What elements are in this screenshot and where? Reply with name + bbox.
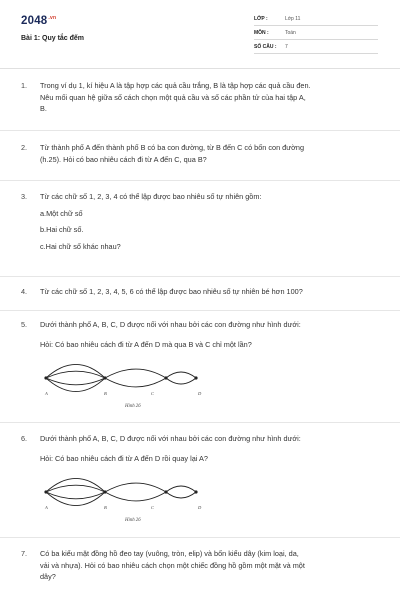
- node-label: D: [198, 505, 202, 510]
- question-number: 1.: [21, 81, 28, 90]
- question-prompt: Hỏi: Có bao nhiêu cách đi từ A đến D rồi quay lại A?: [40, 453, 208, 463]
- question-number: 7.: [21, 549, 28, 558]
- question-line: Dưới thành phố A, B, C, D được nối với nhau bởi các con đường như hình dưới:: [40, 434, 301, 443]
- meta-value-class: Lớp 11: [285, 16, 301, 22]
- meta-key-subject: MÔN :: [254, 30, 269, 36]
- meta-value-question-count: 7: [285, 44, 288, 50]
- node-label: B: [104, 391, 107, 396]
- question-text: [40, 191, 387, 252]
- question-number: 4.: [21, 287, 28, 296]
- site-logo[interactable]: [21, 15, 56, 27]
- question-number: 6.: [21, 434, 28, 443]
- road-network-diagram: [36, 472, 216, 532]
- figure-caption: Hình 26: [125, 518, 141, 523]
- question-text: [40, 433, 387, 464]
- node-label: A: [45, 391, 48, 396]
- meta-value-subject: Toán: [285, 30, 296, 36]
- question-text: [40, 319, 387, 350]
- meta-key-question-count: SỐ CÂU :: [254, 44, 277, 50]
- question-7: [21, 548, 387, 583]
- figure-caption: Hình 26: [125, 404, 141, 409]
- meta-key-class: LỚP :: [254, 16, 268, 22]
- question-line: Có ba kiểu mặt đồng hồ đeo tay (vuông, tròn, elip) và bốn kiểu dây (kim loại, da,: [40, 549, 299, 558]
- question-text: [40, 548, 387, 583]
- lesson-title: Bài 1: Quy tắc đếm: [21, 35, 85, 42]
- question-text: [40, 80, 387, 115]
- header-divider: [0, 68, 400, 69]
- question-prompt: Hỏi: Có bao nhiêu cách đi từ A đến D mà qua B và C chỉ một lần?: [40, 339, 252, 349]
- question-number: 5.: [21, 320, 28, 329]
- question-text: [40, 142, 387, 165]
- meta-row-question-count: [254, 42, 378, 54]
- sub-item: c.Hai chữ số khác nhau?: [40, 241, 121, 251]
- question-separator: [0, 310, 400, 311]
- logo-suffix: .vn: [48, 15, 57, 22]
- road-network-diagram: [36, 358, 216, 418]
- node-label: C: [151, 505, 155, 510]
- question-line: Từ thành phố A đến thành phố B có ba con đường, từ B đến C có bốn con đường: [40, 143, 305, 152]
- node-label: D: [198, 391, 202, 396]
- question-separator: [0, 422, 400, 423]
- question-line: dây?: [40, 572, 56, 582]
- meta-row-subject: [254, 28, 378, 40]
- question-line: Trong ví dụ 1, kí hiệu A là tập hợp các quả cầu trắng, B là tập hợp các quả cầu đen.: [40, 81, 311, 90]
- road-network-figure: [36, 472, 216, 532]
- question-4: [21, 286, 387, 298]
- road-network-figure: [36, 358, 216, 418]
- question-separator: [0, 130, 400, 131]
- question-separator: [0, 276, 400, 277]
- logo-text: 2048: [21, 15, 48, 27]
- question-line: (h.25). Hỏi có bao nhiêu cách đi từ A đến C, qua B?: [40, 154, 207, 164]
- question-line: Từ các chữ số 1, 2, 3, 4 có thể lập được bao nhiêu số tự nhiên gồm:: [40, 192, 262, 201]
- question-line: Nêu mối quan hệ giữa số cách chọn một quả cầu và số các phần tử của hai tập A,: [40, 92, 306, 102]
- question-line: vải và nhựa). Hỏi có bao nhiêu cách chọn một chiếc đồng hồ gồm một mặt và một: [40, 560, 305, 570]
- question-6: [21, 433, 387, 464]
- question-3: [21, 191, 387, 252]
- node-label: A: [45, 505, 48, 510]
- question-line: Dưới thành phố A, B, C, D được nối với nhau bởi các con đường như hình dưới:: [40, 320, 301, 329]
- question-text: [40, 286, 387, 298]
- worksheet-header: [0, 0, 400, 62]
- question-1: [21, 80, 387, 115]
- sub-item: a.Một chữ số: [40, 208, 83, 218]
- sub-item: b.Hai chữ số.: [40, 225, 84, 235]
- node-label: B: [104, 505, 107, 510]
- node-label: C: [151, 391, 155, 396]
- question-separator: [0, 180, 400, 181]
- question-2: [21, 142, 387, 165]
- question-number: 3.: [21, 192, 28, 201]
- meta-row-class: [254, 14, 378, 26]
- question-number: 2.: [21, 143, 28, 152]
- question-5: [21, 319, 387, 350]
- question-separator: [0, 537, 400, 538]
- question-line: B.: [40, 104, 47, 114]
- question-line: Từ các chữ số 1, 2, 3, 4, 5, 6 có thể lập được bao nhiêu số tự nhiên bé hơn 100?: [40, 287, 303, 296]
